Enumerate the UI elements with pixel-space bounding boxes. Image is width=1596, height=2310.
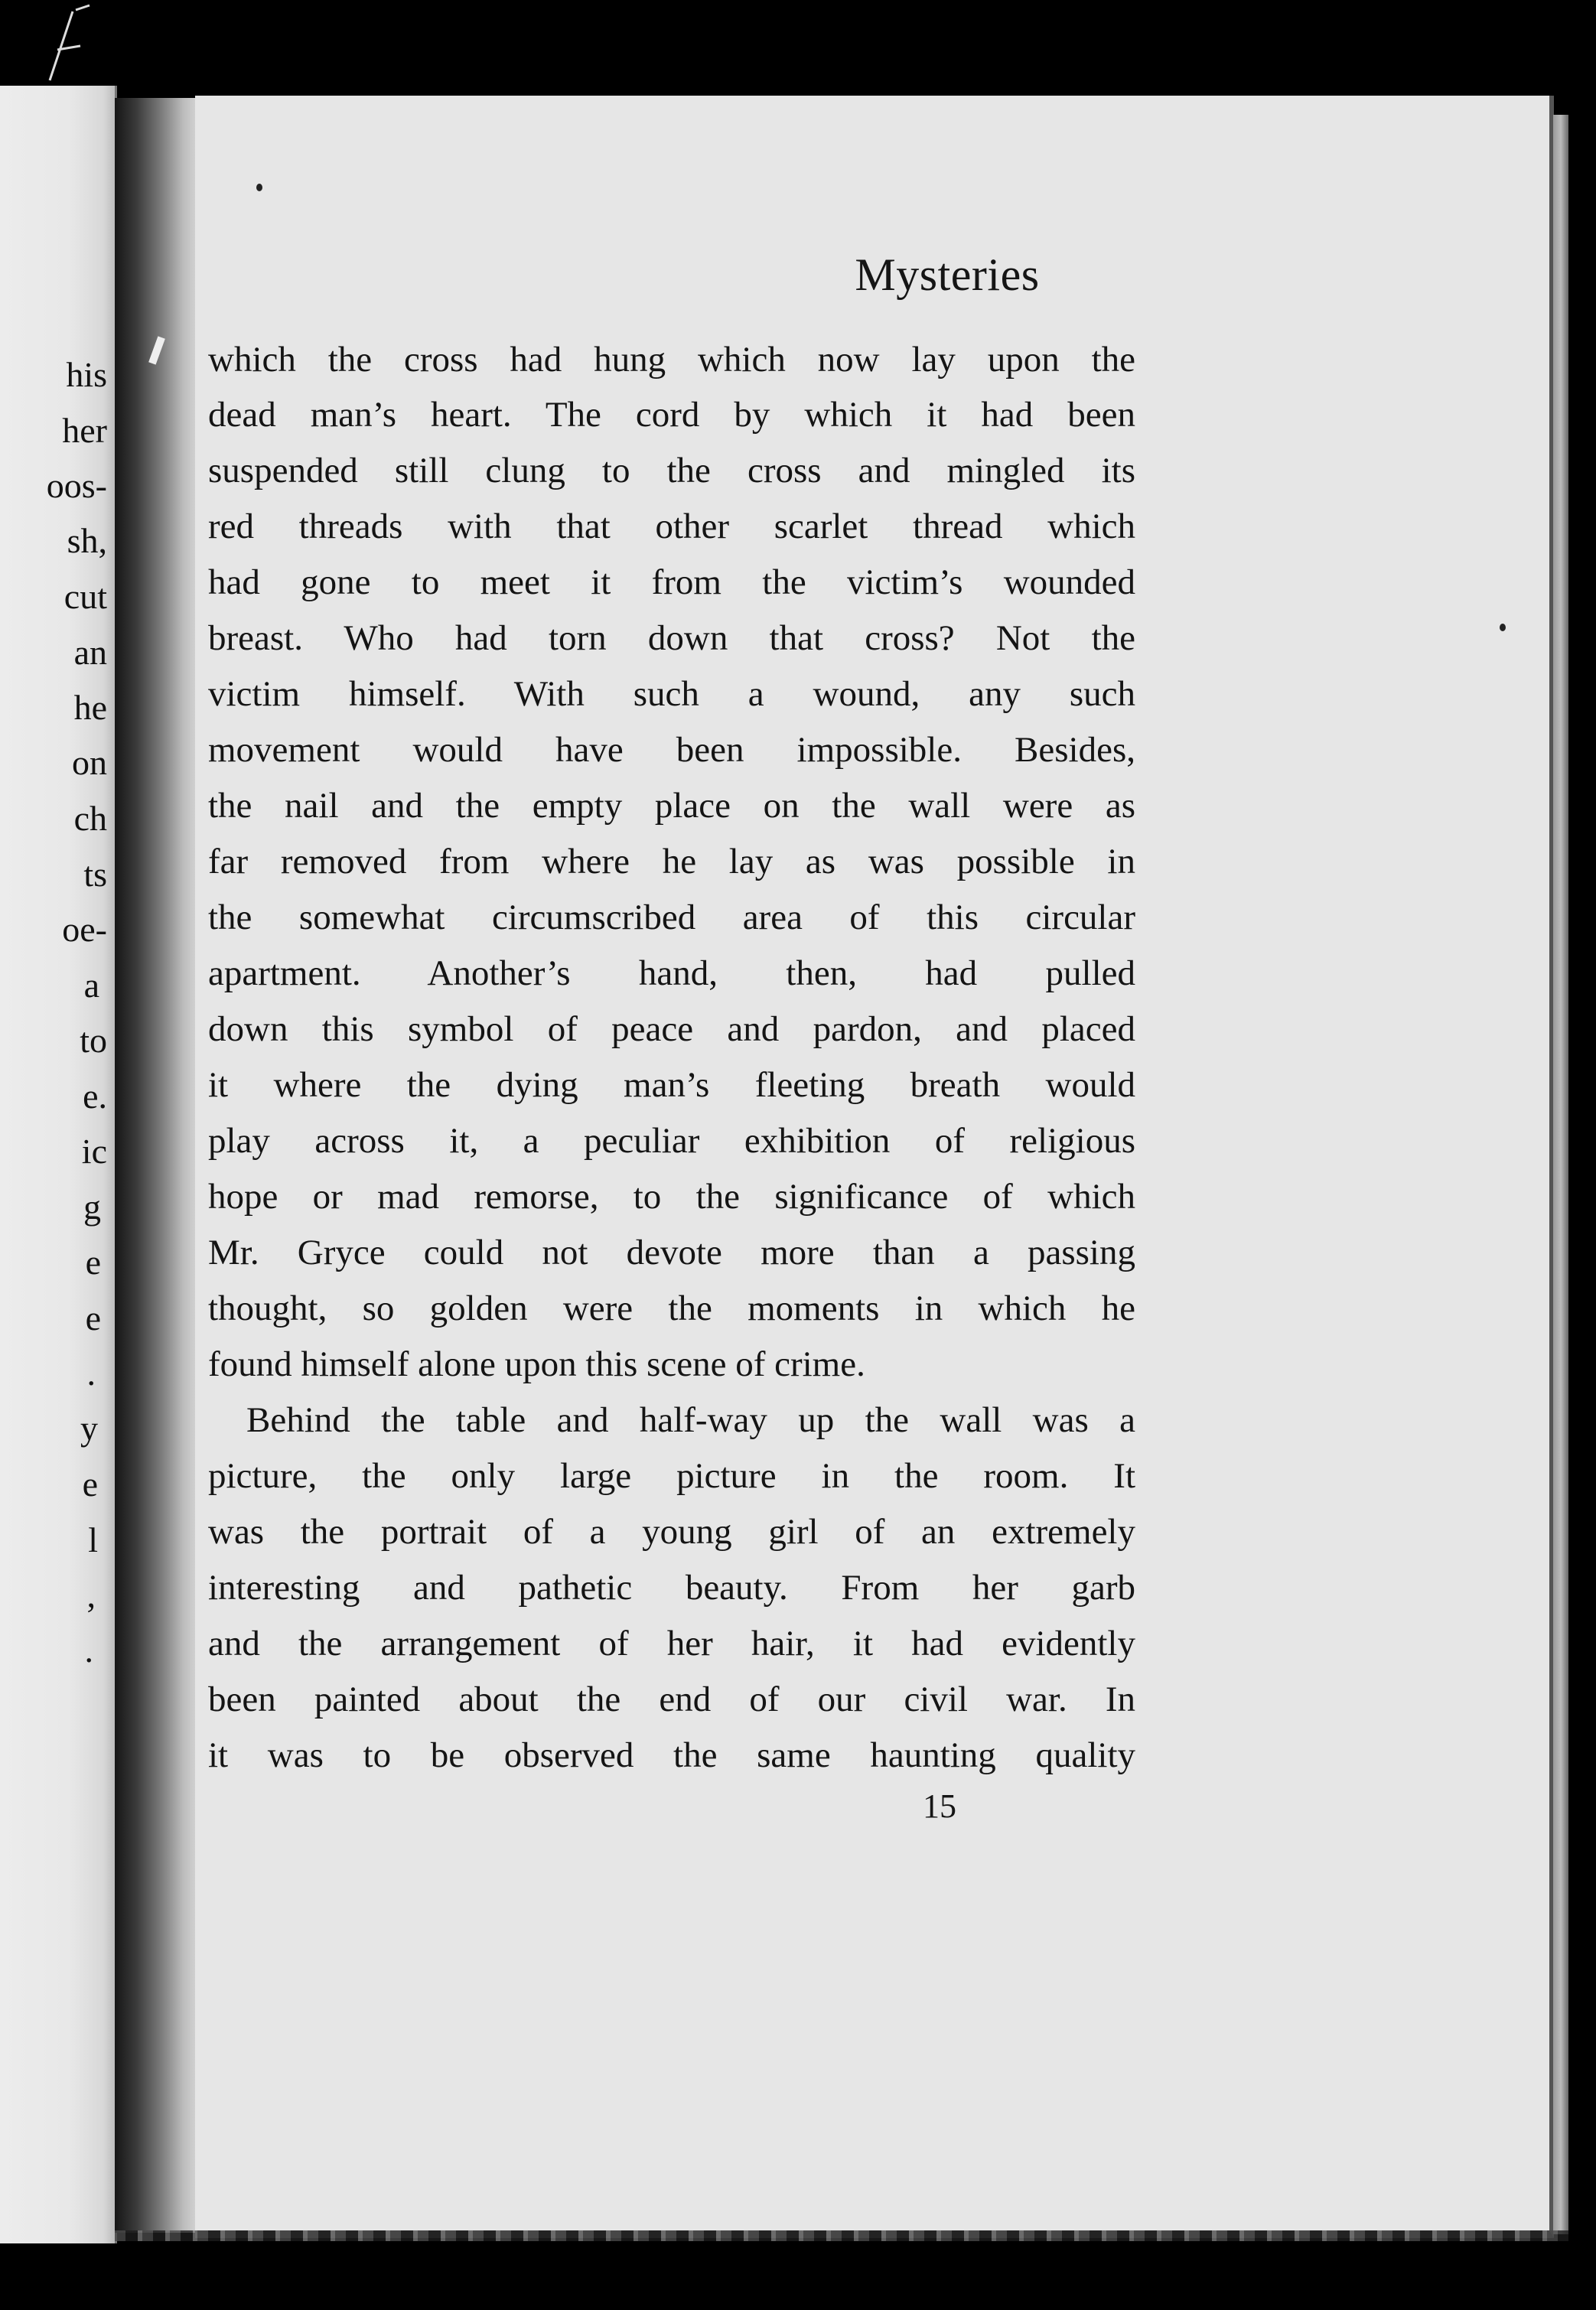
- text-line: it was to be observed the same haunting quality: [208, 1735, 1135, 1775]
- pencil-mark-icon: [42, 4, 96, 88]
- speck: [1500, 624, 1506, 631]
- text-line: red threads with that other scarlet thread which: [208, 507, 1135, 546]
- left-page-fragment: ch: [73, 799, 107, 838]
- left-page-fragment: .: [84, 1631, 93, 1670]
- text-line: which the cross had hung which now lay upon the: [208, 340, 1135, 380]
- left-page-fragment: ,: [86, 1575, 96, 1614]
- left-page-fragment: sh,: [67, 521, 107, 560]
- left-page-fragment: ts: [83, 855, 107, 894]
- speck: [256, 184, 262, 191]
- text-line: found himself alone upon this scene of crime.: [208, 1344, 865, 1384]
- page-edge: [1553, 115, 1568, 2234]
- text-line: movement would have been impossible. Besides,: [208, 730, 1135, 770]
- left-page-fragment: y: [80, 1409, 98, 1448]
- text-line: dead man’s heart. The cord by which it had been: [208, 395, 1135, 435]
- left-page-fragment: cut: [64, 577, 107, 616]
- left-page-fragment: e: [85, 1298, 101, 1337]
- text-line: was the portrait of a young girl of an extremely: [208, 1512, 1135, 1552]
- left-page-fragment: his: [66, 355, 107, 394]
- text-line: Behind the table and half-way up the wall was a: [246, 1400, 1135, 1440]
- text-line: play across it, a peculiar exhibition of religious: [208, 1121, 1135, 1161]
- left-page-fragment: on: [72, 743, 107, 782]
- text-line: the nail and the empty place on the wall were as: [208, 786, 1135, 826]
- left-page-fragment: ic: [81, 1132, 107, 1171]
- text-line: the somewhat circumscribed area of this circular: [208, 898, 1135, 937]
- text-line: breast. Who had torn down that cross? Not the: [208, 618, 1135, 658]
- text-line: picture, the only large picture in the room. It: [208, 1456, 1135, 1496]
- text-line: had gone to meet it from the victim’s wounded: [208, 562, 1135, 602]
- left-page-fragment: oos-: [46, 466, 107, 505]
- text-line: suspended still clung to the cross and mingled its: [208, 451, 1135, 490]
- scan-edge-noise: [115, 2230, 1568, 2241]
- text-line: apartment. Another’s hand, then, had pulled: [208, 953, 1135, 993]
- binding-gutter: [115, 98, 200, 2233]
- left-page-fragment: .: [86, 1354, 96, 1393]
- left-page-fragment: e: [85, 1243, 101, 1282]
- left-page-fragment: to: [80, 1021, 107, 1060]
- running-head: Mysteries: [855, 249, 1040, 300]
- text-line: interesting and pathetic beauty. From her garb: [208, 1568, 1135, 1608]
- text-line: been painted about the end of our civil war. In: [208, 1680, 1135, 1719]
- text-line: far removed from where he lay as was possible in: [208, 842, 1135, 881]
- left-page-fragment: l: [88, 1520, 98, 1559]
- text-line: thought, so golden were the moments in which he: [208, 1289, 1135, 1328]
- left-page-fragment: an: [73, 633, 107, 672]
- page-number: 15: [923, 1787, 956, 1825]
- text-line: victim himself. With such a wound, any such: [208, 674, 1135, 714]
- left-page-fragment: he: [73, 688, 107, 727]
- left-page-fragment: e.: [83, 1077, 107, 1116]
- previous-page-strip: [0, 86, 117, 2243]
- text-line: down this symbol of peace and pardon, and placed: [208, 1009, 1135, 1049]
- left-page-fragment: a: [83, 966, 99, 1005]
- left-page-fragment: e: [82, 1465, 98, 1504]
- text-line: Mr. Gryce could not devote more than a passing: [208, 1233, 1135, 1272]
- left-page-fragment: oe-: [62, 910, 107, 949]
- left-page-fragment: her: [62, 411, 107, 450]
- left-page-fragment: g: [83, 1188, 101, 1227]
- text-line: hope or mad remorse, to the significance of which: [208, 1177, 1135, 1217]
- text-line: it where the dying man’s fleeting breath would: [208, 1065, 1135, 1105]
- text-line: and the arrangement of her hair, it had evidently: [208, 1624, 1135, 1663]
